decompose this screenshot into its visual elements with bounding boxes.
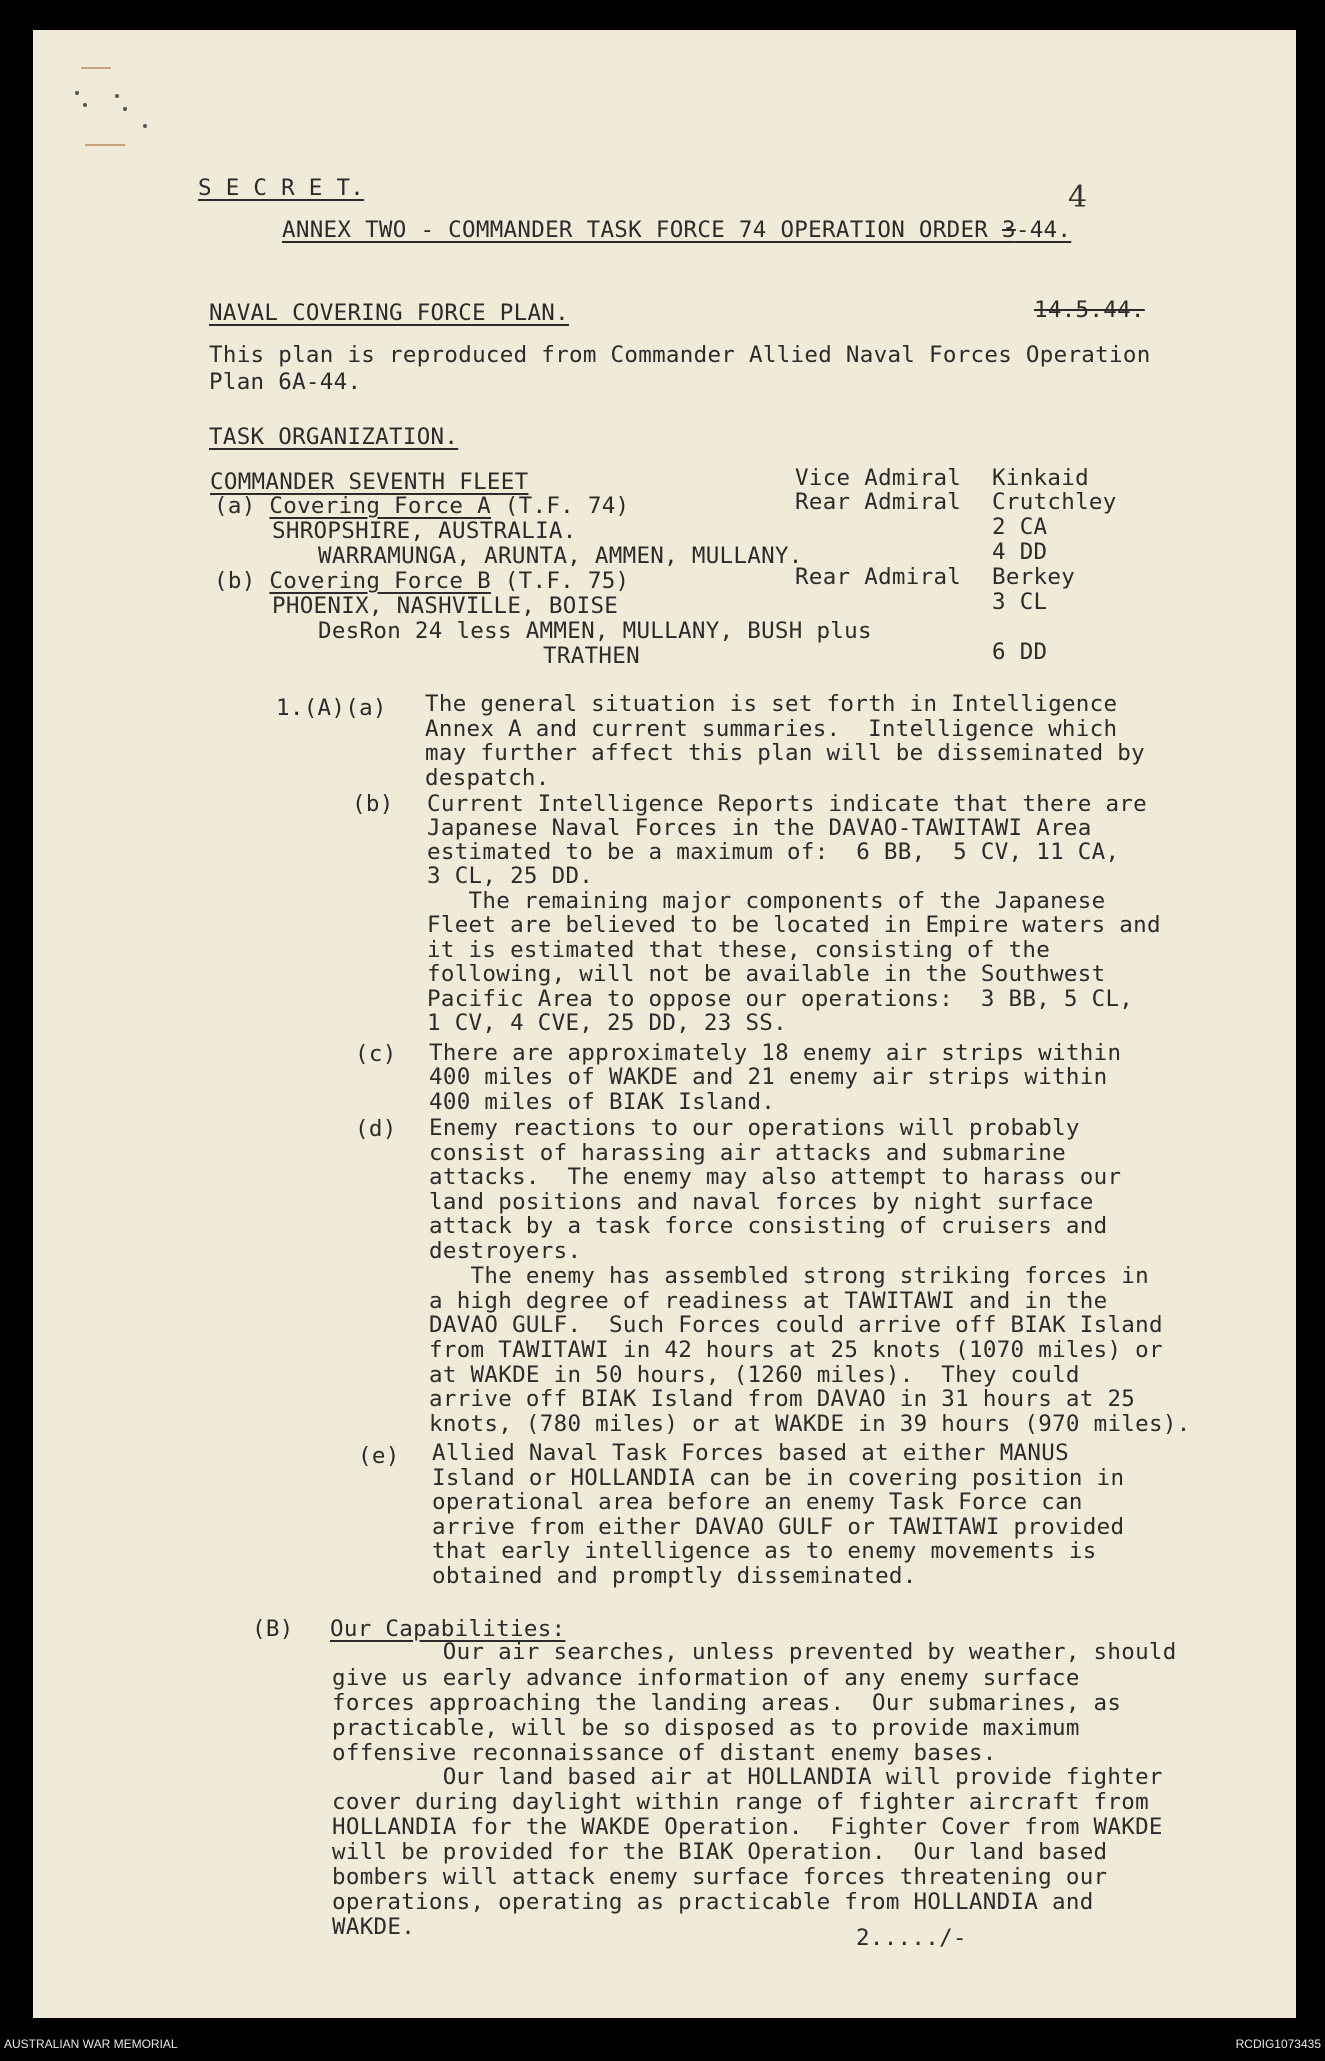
handwritten-correction: 4 [1068, 180, 1088, 215]
org-a-ships-type: 2 CA [992, 514, 1048, 540]
task-org-heading: TASK ORGANIZATION. [209, 424, 459, 450]
plan-date-struck: 14.5.44. [1034, 297, 1145, 323]
para-line: 400 miles of WAKDE and 21 enemy air strips within [429, 1064, 1108, 1090]
org-a-line [214, 494, 629, 519]
org-a-tf: (T.F. 74) [490, 493, 630, 519]
para-line: Pacific Area to oppose our operations: 3 BB, 5 CL, [427, 986, 1134, 1012]
org-b-ships: TRATHEN [543, 643, 640, 669]
punch-hole [123, 107, 127, 111]
para-line: HOLLANDIA for the WAKDE Operation. Fighter Cover from WAKDE [332, 1814, 1163, 1840]
para-line: The general situation is set forth in Intelligence [425, 691, 1118, 717]
para-line: The enemy has assembled strong striking forces in [429, 1263, 1149, 1289]
para-line: Current Intelligence Reports indicate that there are [427, 791, 1147, 817]
para-line: attack by a task force consisting of cruisers and [429, 1213, 1108, 1239]
para-line: Enemy reactions to our operations will probably [429, 1115, 1080, 1141]
section-label: (c) [355, 1041, 397, 1067]
para-line: give us early advance information of any enemy surface [332, 1665, 1080, 1691]
para-line: from TAWITAWI in 42 hours at 25 knots (1070 miles) or [429, 1337, 1163, 1363]
org-a-ships: WARRAMUNGA, ARUNTA, AMMEN, MULLANY. [318, 543, 803, 569]
para-line: practicable, will be so disposed as to provide maximum [332, 1715, 1080, 1741]
para-line: Allied Naval Task Forces based at either MANUS [432, 1440, 1069, 1466]
plan-heading: NAVAL COVERING FORCE PLAN. [209, 300, 569, 326]
para-line: may further affect this plan will be disseminated by [425, 740, 1145, 766]
capabilities-heading: Our Capabilities: [330, 1616, 566, 1642]
punch-hole [83, 103, 87, 107]
section-label: (e) [358, 1443, 400, 1469]
para-line: operational area before an enemy Task Force can [432, 1489, 1083, 1515]
punch-hole [143, 124, 147, 128]
org-b-ships: PHOENIX, NASHVILLE, BOISE [272, 593, 619, 619]
para-line: 3 CL, 25 DD. [427, 863, 594, 889]
para-line: will be provided for the BIAK Operation. Our land based [332, 1839, 1108, 1865]
pencil-mark [85, 144, 125, 146]
org-a-prefix: (a) [214, 493, 270, 519]
para-line: Our air searches, unless prevented by weather, should [332, 1639, 1177, 1665]
para-line: arrive off BIAK Island from DAVAO in 31 hours at 25 [429, 1386, 1136, 1412]
annex-title-text: ANNEX TWO - COMMANDER TASK FORCE 74 OPERATION ORDER [282, 217, 1002, 243]
para-line: destroyers. [429, 1238, 582, 1264]
para-line: despatch. [425, 765, 550, 791]
org-b-name: Covering Force B [269, 568, 491, 594]
para-line: knots, (780 miles) or at WAKDE in 39 hours (970 miles). [429, 1411, 1191, 1437]
para-line: Our land based air at HOLLANDIA will provide fighter [332, 1764, 1163, 1790]
footer-source: AUSTRALIAN WAR MEMORIAL [4, 2037, 178, 2051]
para-line: 400 miles of BIAK Island. [429, 1089, 776, 1115]
punch-hole [115, 94, 119, 98]
para-line: The remaining major components of the Japanese [427, 888, 1106, 914]
section-label: (d) [355, 1116, 397, 1142]
para-line: cover during daylight within range of fighter aircraft from [332, 1789, 1149, 1815]
para-line: it is estimated that these, consisting of the [427, 937, 1051, 963]
classification: S E C R E T. [198, 175, 365, 201]
para-line: operations, operating as practicable from HOLLANDIA and [332, 1889, 1094, 1915]
org-a-rank: Rear Admiral [795, 489, 962, 515]
punch-hole [75, 91, 79, 95]
para-line: forces approaching the landing areas. Our submarines, as [332, 1690, 1122, 1716]
org-b-rank: Rear Admiral [795, 564, 962, 590]
annex-title-suffix: -44. [1015, 217, 1072, 243]
org-b-ships: DesRon 24 less AMMEN, MULLANY, BUSH plus [318, 618, 872, 644]
para-line: land positions and naval forces by night surface [429, 1189, 1094, 1215]
org-a-ships: SHROPSHIRE, AUSTRALIA. [272, 518, 577, 544]
org-b-ships-type: 3 CL [992, 589, 1048, 615]
para-line: bombers will attack enemy surface forces threatening our [332, 1864, 1108, 1890]
para-line: estimated to be a maximum of: 6 BB, 5 CV, 11 CA, [427, 839, 1120, 865]
footer-id: RCDIG1073435 [1235, 2037, 1321, 2051]
continuation-marker: 2...../- [856, 1925, 967, 1951]
para-line: offensive reconnaissance of distant enemy bases. [332, 1740, 997, 1766]
org-commander: COMMANDER SEVENTH FLEET [210, 469, 529, 495]
annex-title [282, 218, 1071, 243]
para-line: WAKDE. [332, 1914, 416, 1940]
intro-line: This plan is reproduced from Commander Allied Naval Forces Operation [209, 342, 1151, 368]
org-commander-name: Kinkaid [992, 465, 1089, 491]
section-label: (b) [352, 791, 394, 817]
section-label: 1.(A)(a) [276, 695, 387, 721]
para-line: a high degree of readiness at TAWITAWI and in the [429, 1288, 1108, 1314]
para-line: Island or HOLLANDIA can be in covering position in [432, 1465, 1125, 1491]
para-line: Fleet are believed to be located in Empire waters and [427, 912, 1161, 938]
org-a-name: Covering Force A [269, 493, 491, 519]
annex-title-struck: 3 [1002, 217, 1016, 243]
para-line: Japanese Naval Forces in the DAVAO-TAWITAWI Area [427, 815, 1092, 841]
org-b-ships-type: 6 DD [992, 639, 1048, 665]
pencil-mark [81, 67, 111, 69]
para-line: that early intelligence as to enemy movements is [432, 1538, 1097, 1564]
para-line: 1 CV, 4 CVE, 25 DD, 23 SS. [427, 1010, 787, 1036]
org-a-commander: Crutchley [992, 489, 1117, 515]
para-line: Annex A and current summaries. Intelligence which [425, 716, 1118, 742]
para-line: DAVAO GULF. Such Forces could arrive off BIAK Island [429, 1312, 1163, 1338]
org-b-tf: (T.F. 75) [490, 568, 630, 594]
para-line: There are approximately 18 enemy air strips within [429, 1040, 1122, 1066]
para-line: obtained and promptly disseminated. [432, 1563, 917, 1589]
org-b-prefix: (b) [214, 568, 270, 594]
org-b-line [214, 569, 629, 594]
para-line: attacks. The enemy may also attempt to harass our [429, 1164, 1122, 1190]
org-a-ships-type: 4 DD [992, 539, 1048, 565]
org-commander-rank: Vice Admiral [795, 465, 962, 491]
org-b-commander: Berkey [992, 564, 1076, 590]
para-line: at WAKDE in 50 hours, (1260 miles). They could [429, 1362, 1080, 1388]
para-line: arrive from either DAVAO GULF or TAWITAWI provided [432, 1514, 1125, 1540]
para-line: consist of harassing air attacks and submarine [429, 1140, 1066, 1166]
section-label: (B) [252, 1616, 294, 1642]
para-line: following, will not be available in the Southwest [427, 961, 1106, 987]
intro-line: Plan 6A-44. [209, 369, 362, 395]
